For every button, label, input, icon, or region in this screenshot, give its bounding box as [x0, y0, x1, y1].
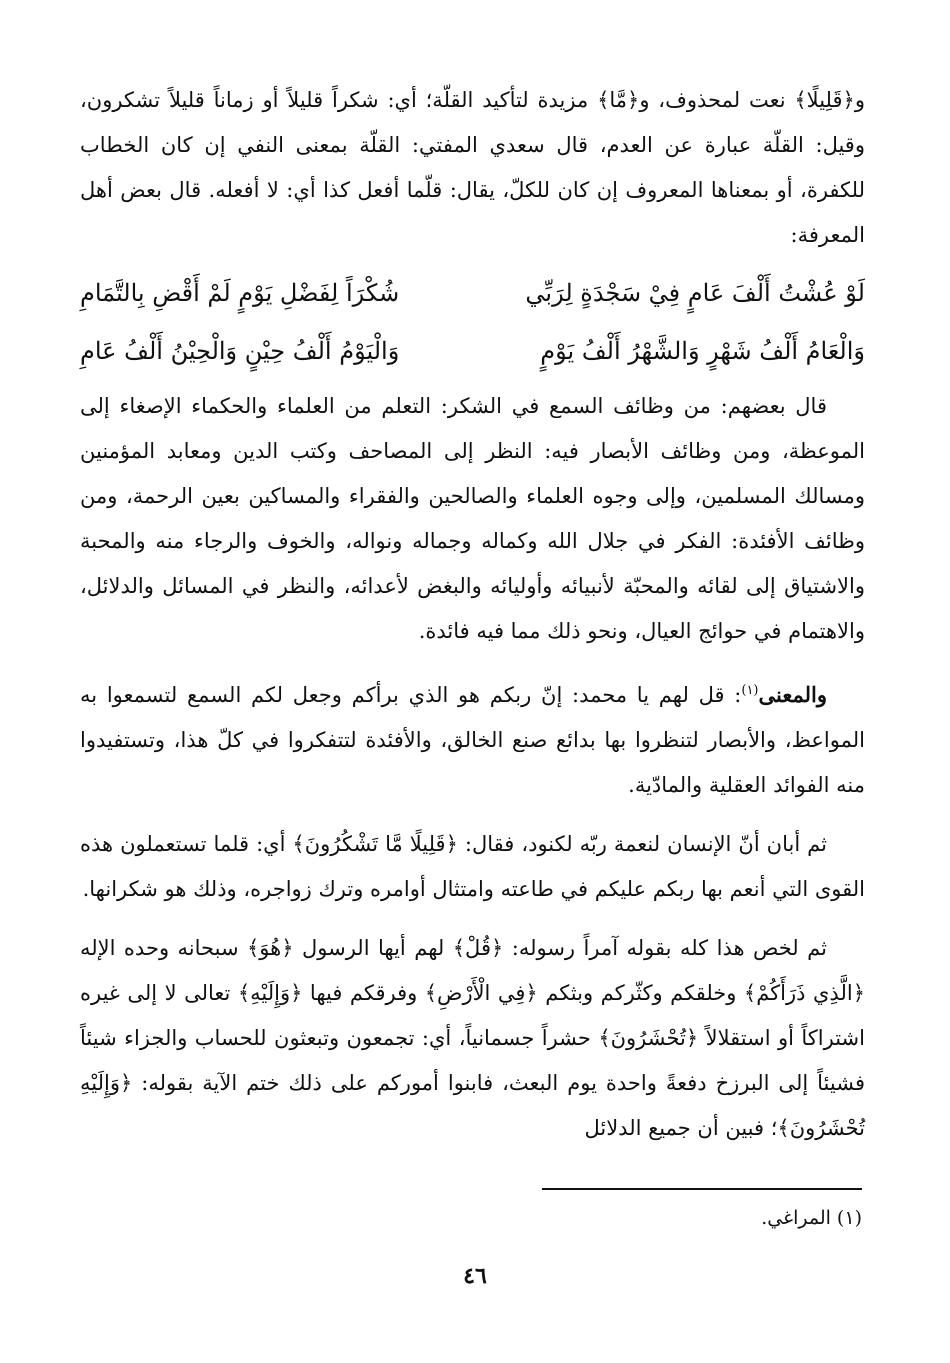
page-number: ٤٦ [463, 1263, 487, 1289]
meaning-heading: والمعنى [758, 682, 827, 707]
paragraph-5: ثم لخص هذا كله بقوله آمراً رسوله: ﴿قُلْ﴾ لهم أيها الرسول ﴿هُوَ﴾ سبحانه وحده الإله ﴿الَّذِي ذَرَأَكُمْ﴾ وخلقكم وكثّركم وبثكم ﴿فِي الْأَرْضِ﴾ وفرقكم فيها ﴿وَإِلَيْهِ﴾ تعالى لا إلى غيره اشتراكاً أو استقلالاً ﴿تُحْشَرُونَ﴾ حشراً جسمانياً، أي: تجمعون وتبعثون للحساب والجزاء شيئاً فشيئاً إلى البرزخ دفعةً واحدة يوم البعث، فابنوا أموركم على ذلك ختم الآية بقوله: ﴿وَإِلَيْهِ تُحْشَرُونَ﴾؛ فبين أن جميع الدلائل [80, 936, 865, 1140]
paragraph-3 [80, 668, 865, 808]
paragraph-2: قال بعضهم: من وظائف السمع في الشكر: التعلم من العلماء والحكماء الإصغاء إلى الموعظة، ومن وظائف الأبصار فيه: النظر إلى المصاحف وكتب الدين ومعابد المؤمنين ومسالك المسلمين، وإلى وجوه العلماء والصالحين والفقراء والمساكين بعين الرحمة، ومن وظائف الأفئدة: الفكر في جلال الله وكماله وجماله ونواله، والخوف والرجاء منه والمحبة والاشتياق إلى لقائه والمحبّة لأنبيائه وأوليائه والبغض لأعدائه، والنظر في المسائل والدلائل، والاهتمام في حوائج العيال، ونحو ذلك مما فيه فائدة. [80, 394, 865, 643]
footnote: (١) المراغي. [761, 1207, 862, 1229]
footnote-divider [542, 1188, 862, 1190]
paragraph-3-body: : قل لهم يا محمد: إنّ ربكم هو الذي برأكم وجعل لكم السمع لتسمعوا به المواعظ، والأبصار لتنظروا بها بدائع صنع الخالق، والأفئدة لتتفكروا في كلّ هذا، وتستفيدوا منه الفوائد العقلية والمادّية. [80, 683, 865, 797]
footnote-reference: (١) [741, 683, 759, 698]
page-body [80, 78, 865, 1151]
verse-1-first-hemistich: لَوْ عُشْتُ أَلْفَ عَامٍ فِيْ سَجْدَةٍ لِرَبِّي [525, 279, 865, 307]
paragraph-4: ثم أبان أنّ الإنسان لنعمة ربّه لكنود، فقال: ﴿قَلِيلًا مَّا تَشْكُرُونَ﴾ أي: قلما تستعملون هذه القوى التي أنعم بها ربكم عليكم في طاعته وامتثال أوامره وترك زواجره، وذلك هو شكرانها. [80, 832, 865, 901]
verse-1-second-hemistich: شُكْرَاً لِفَضْلِ يَوْمٍ لَمْ أَقْضِ بِالتَّمَامِ [80, 279, 400, 307]
paragraph-1: و﴿قَلِيلًا﴾ نعت لمحذوف، و﴿مَّا﴾ مزيدة لتأكيد القلّة؛ أي: شكراً قليلاً أو زماناً قليلاً تشكرون، وقيل: القلّة عبارة عن العدم، قال سعدي المفتي: القلّة بمعنى النفي إن كان الخطاب للكفرة، أو بمعناها المعروف إن كان للكلّ، يقال: قلّما أفعل كذا أي: لا أفعله. قال بعض أهل المعرفة: [80, 88, 865, 247]
poem-verse-1 [80, 264, 865, 322]
verse-2-second-hemistich: وَالْيَوْمُ أَلْفُ حِيْنٍ وَالْحِيْنُ أَلْفُ عَامِ [80, 337, 400, 365]
verse-2-first-hemistich: وَالْعَامُ أَلْفُ شَهْرٍ وَالشَّهْرُ أَلْفُ يَوْمٍ [540, 337, 865, 365]
poem-verse-2 [80, 322, 865, 380]
poem [80, 264, 865, 380]
